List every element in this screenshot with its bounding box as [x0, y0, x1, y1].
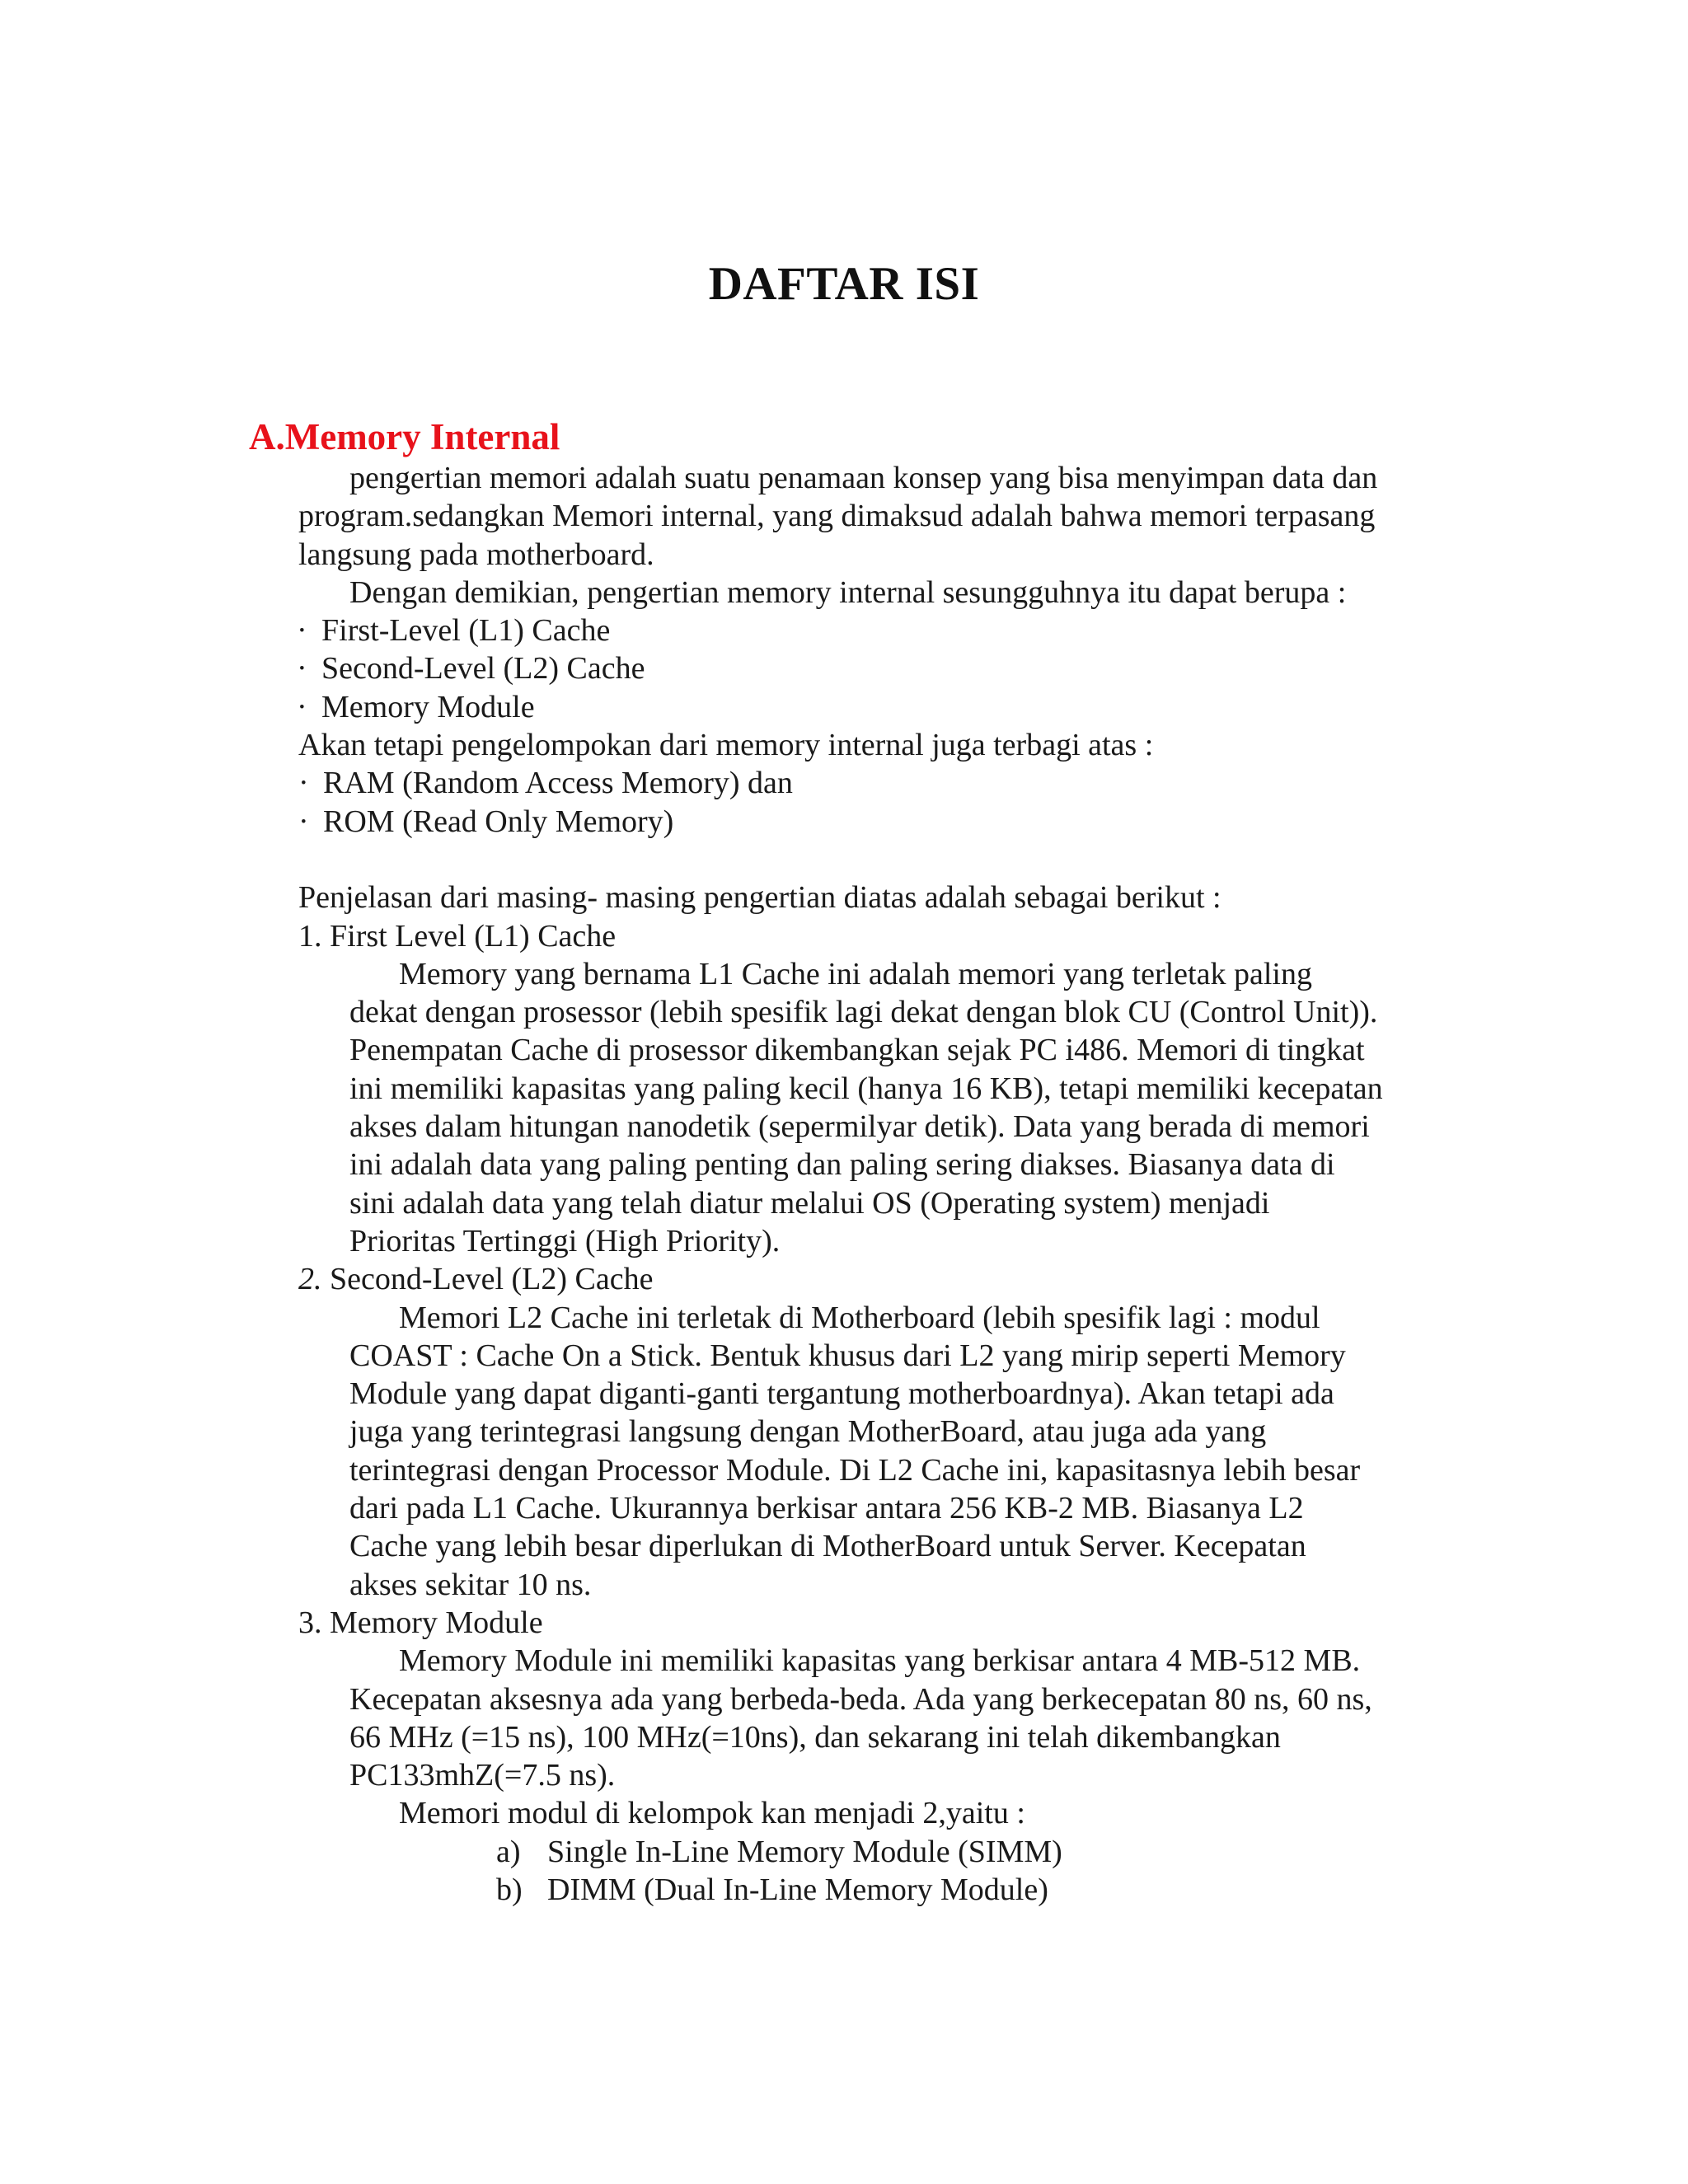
item-body-line: ini adalah data yang paling penting dan paling sering diakses. Biasanya data di	[349, 1147, 1335, 1183]
item-body-line: Memori L2 Cache ini terletak di Motherboard (lebih spesifik lagi : modul	[399, 1300, 1320, 1335]
item-number: 1.	[298, 918, 322, 954]
list-item-text: Memory Module	[321, 689, 535, 724]
item-title: Memory Module	[330, 1605, 543, 1640]
numbered-item-title	[298, 917, 1452, 955]
item-body-line: juga yang terintegrasi langsung dengan MotherBoard, atau juga ada yang	[349, 1414, 1267, 1450]
item-body-line: 66 MHz (=15 ns), 100 MHz(=10ns), dan sekarang ini telah dikembangkan	[349, 1719, 1281, 1755]
explain-intro: Penjelasan dari masing- masing pengertian diatas adalah sebagai berikut :	[298, 880, 1221, 916]
bullet-marker: ·	[298, 804, 309, 839]
grouping-intro: Akan tetapi pengelompokan dari memory internal juga terbagi atas :	[298, 728, 1154, 763]
sub-list-marker: a)	[496, 1834, 521, 1869]
item-body-line: Cache yang lebih besar diperlukan di MotherBoard untuk Server. Kecepatan	[349, 1529, 1306, 1564]
sub-list-item	[298, 1871, 1452, 1909]
intro-line: pengertian memori adalah suatu penamaan konsep yang bisa menyimpan data dan	[349, 461, 1378, 495]
numbered-item-title	[298, 1260, 1452, 1298]
item-body-line: Module yang dapat diganti-ganti tergantung motherboardnya). Akan tetapi ada	[349, 1376, 1334, 1412]
item-title: Second-Level (L2) Cache	[330, 1262, 654, 1297]
item-body-line: COAST : Cache On a Stick. Bentuk khusus dari L2 yang mirip seperti Memory	[349, 1338, 1346, 1373]
list-item	[297, 649, 1452, 687]
section-body	[298, 459, 1452, 1909]
numbered-item-title	[298, 1604, 1452, 1642]
item-body-line: Penempatan Cache di prosessor dikembangkan sejak PC i486. Memori di tingkat	[349, 1033, 1365, 1068]
item-number: 3.	[298, 1605, 322, 1640]
list-item-text: Second-Level (L2) Cache	[321, 651, 645, 687]
item-body-line: Memory yang bernama L1 Cache ini adalah memori yang terletak paling	[399, 956, 1312, 991]
sub-list-text: Single In-Line Memory Module (SIMM)	[547, 1834, 1062, 1869]
item-body-line: ini memiliki kapasitas yang paling kecil (hanya 16 KB), tetapi memiliki kecepatan	[349, 1071, 1383, 1106]
bullet-marker: ·	[297, 689, 307, 724]
intro-line: langsung pada motherboard.	[298, 537, 654, 572]
list-item-text: First-Level (L1) Cache	[321, 613, 611, 649]
sub-list-intro: Memori modul di kelompok kan menjadi 2,yaitu :	[399, 1796, 1025, 1831]
sub-list-marker: b)	[496, 1872, 523, 1907]
item-title: First Level (L1) Cache	[330, 918, 617, 954]
item-body-line: Memory Module ini memiliki kapasitas yang berkisar antara 4 MB-512 MB.	[399, 1643, 1361, 1679]
item-number: 2.	[298, 1262, 322, 1297]
list-item	[298, 764, 1452, 802]
list-item	[298, 803, 1452, 841]
intro-line: program.sedangkan Memori internal, yang dimaksud adalah bahwa memori terpasang	[298, 499, 1376, 534]
page-title: DAFTAR ISI	[708, 258, 980, 310]
item-body-line: PC133mhZ(=7.5 ns).	[349, 1758, 616, 1793]
item-body-line: akses sekitar 10 ns.	[349, 1567, 592, 1602]
item-body-line: dekat dengan prosessor (lebih spesifik lagi dekat dengan blok CU (Control Unit)).	[349, 995, 1378, 1030]
list-item	[297, 688, 1452, 726]
bullet-marker: ·	[298, 766, 309, 801]
spacer	[298, 841, 1452, 879]
list-item	[297, 612, 1452, 649]
item-body-line: sini adalah data yang telah diatur melalui OS (Operating system) menjadi	[349, 1185, 1270, 1221]
sub-list-item	[298, 1833, 1452, 1871]
item-body-line: terintegrasi dengan Processor Module. Di L2 Cache ini, kapasitasnya lebih besar	[349, 1452, 1361, 1488]
list-item-text: RAM (Random Access Memory) dan	[323, 766, 793, 801]
item-body-line: akses dalam hitungan nanodetik (sepermilyar detik). Data yang berada di memori	[349, 1109, 1370, 1145]
item-body-line: Kecepatan aksesnya ada yang berbeda-beda. Ada yang berkecepatan 80 ns, 60 ns,	[349, 1681, 1372, 1717]
section-heading: A.Memory Internal	[249, 416, 560, 457]
sub-list-text: DIMM (Dual In-Line Memory Module)	[547, 1872, 1048, 1907]
item-body-line: Prioritas Tertinggi (High Priority).	[349, 1223, 781, 1258]
list-item-text: ROM (Read Only Memory)	[323, 804, 674, 839]
item-body-line: dari pada L1 Cache. Ukurannya berkisar antara 256 KB-2 MB. Biasanya L2	[349, 1491, 1304, 1526]
bullet-marker: ·	[297, 613, 307, 649]
forms-intro: Dengan demikian, pengertian memory internal sesungguhnya itu dapat berupa :	[349, 574, 1347, 610]
bullet-marker: ·	[297, 651, 307, 687]
